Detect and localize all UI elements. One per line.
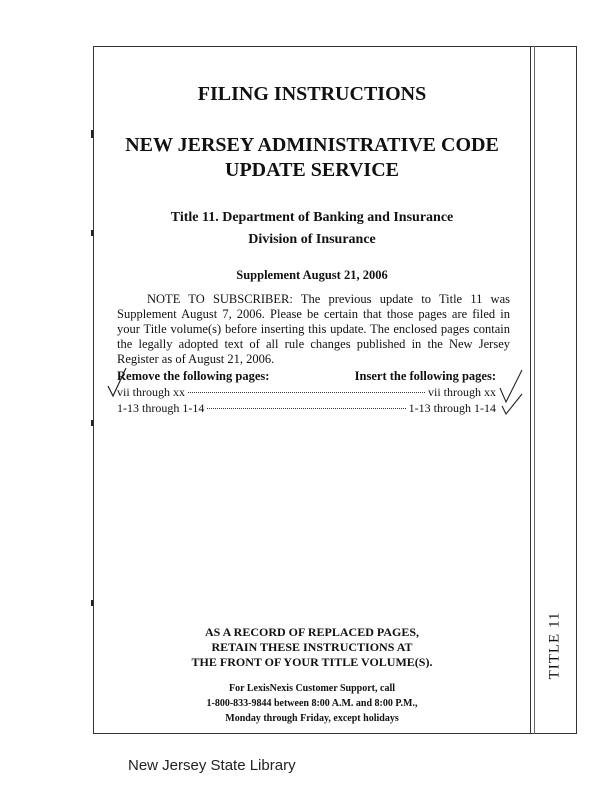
library-stamp: New Jersey State Library xyxy=(128,757,296,774)
subscriber-note: NOTE TO SUBSCRIBER: The previous update to Title 11 was Supplement August 7, 2006. Please be certain that those pages are filed in your Title volume(s) before inserting this update. The enclosed pages contain the legally adopted text of all rule changes published in the New Jersey Register as of August 21, 2006. xyxy=(117,292,510,366)
checkmark-icon xyxy=(496,366,526,416)
insert-pages: 1-13 through 1-14 xyxy=(408,401,496,415)
tab-divider xyxy=(534,46,535,734)
dot-leader xyxy=(188,392,425,393)
record-line3: THE FRONT OF YOUR TITLE VOLUME(S). xyxy=(191,655,433,669)
insert-pages: vii through xx xyxy=(428,385,496,399)
table-row xyxy=(117,401,496,416)
title-tab-label xyxy=(540,605,570,685)
record-line2: RETAIN THESE INSTRUCTIONS AT xyxy=(211,640,413,654)
dot-leader xyxy=(207,408,405,409)
department-line2: Division of Insurance xyxy=(248,232,376,247)
department-line1: Title 11. Department of Banking and Insurance xyxy=(170,210,454,225)
code-title-line2: UPDATE SERVICE xyxy=(225,159,399,181)
code-title-line1: NEW JERSEY ADMINISTRATIVE CODE xyxy=(125,134,499,156)
remove-pages: 1-13 through 1-14 xyxy=(117,401,205,415)
page-table-headers xyxy=(117,369,496,384)
supplement-date: Supplement August 21, 2006 xyxy=(236,268,388,282)
support-phone: 1-800-833-9844 between 8:00 A.M. and 8:00 P.M., xyxy=(206,698,418,709)
tab-label-text: TITLE 11 xyxy=(546,611,563,679)
record-line1: AS A RECORD OF REPLACED PAGES, xyxy=(204,625,420,639)
margin-mark xyxy=(91,420,93,426)
table-row xyxy=(117,385,496,400)
support-hours: Monday through Friday, except holidays xyxy=(225,713,399,724)
support-line1: For LexisNexis Customer Support, call xyxy=(228,683,395,694)
remove-pages: vii through xx xyxy=(117,385,185,399)
margin-mark xyxy=(91,600,93,606)
page-title: FILING INSTRUCTIONS xyxy=(197,83,427,105)
insert-header: Insert the following pages: xyxy=(354,369,496,383)
remove-header: Remove the following pages: xyxy=(117,369,270,383)
checkmark-icon xyxy=(106,366,128,400)
